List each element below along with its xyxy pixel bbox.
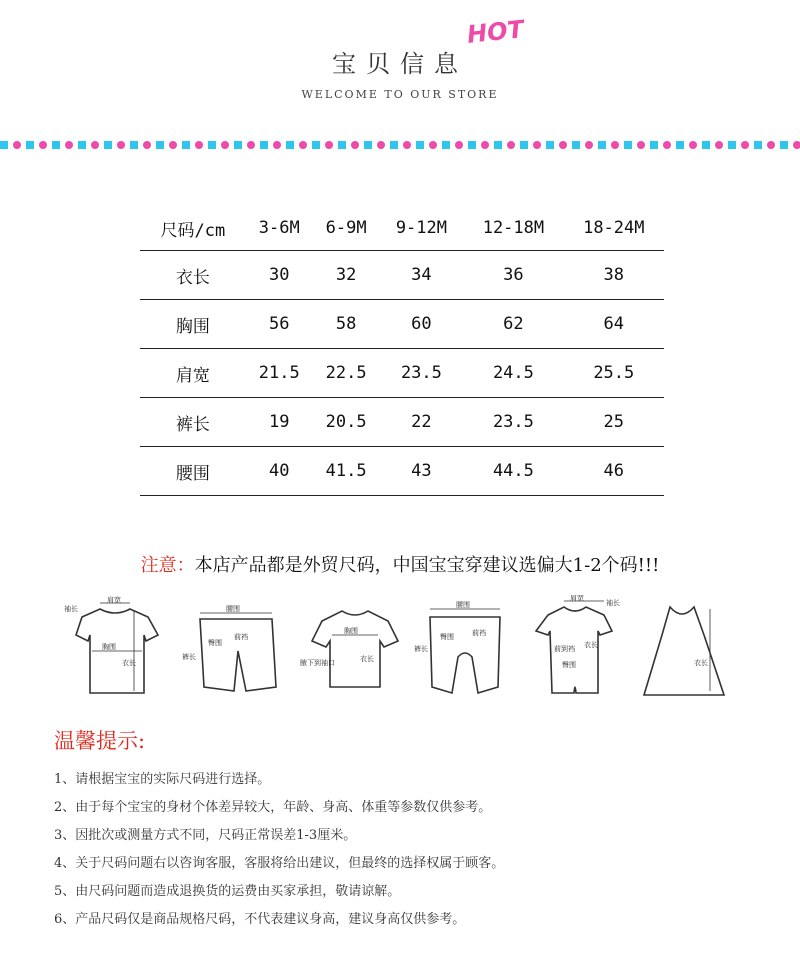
- divider-dot: [715, 141, 723, 149]
- tshirt-sleeve-label: 袖长: [64, 605, 78, 613]
- dress-diagram: [644, 607, 724, 695]
- divider-dot: [598, 141, 606, 149]
- table-cell: 22.5: [313, 349, 380, 398]
- divider-dot: [637, 141, 645, 149]
- tshirt-diagram: [64, 595, 158, 693]
- table-cell: 22: [380, 398, 464, 447]
- column-header: 尺码/cm: [140, 206, 246, 251]
- table-cell: 19: [246, 398, 313, 447]
- divider-dot: [650, 141, 658, 149]
- table-cell: 60: [380, 300, 464, 349]
- divider-dot: [130, 141, 138, 149]
- dotted-divider: [0, 140, 800, 150]
- divider-dot: [195, 141, 203, 149]
- list-item: 6、产品尺码仅是商品规格尺码，不代表建议身高，建议身高仅供参考。: [54, 912, 466, 927]
- list-item: 2、由于每个宝宝的身材个体差异较大，年龄、身高、体重等参数仅供参考。: [54, 800, 492, 815]
- divider-dot: [299, 141, 307, 149]
- table-cell: 40: [246, 447, 313, 496]
- pants-hip-label: 臀围: [440, 633, 454, 641]
- divider-dot: [13, 141, 21, 149]
- divider-dot: [364, 141, 372, 149]
- divider-dot: [403, 141, 411, 149]
- list-item: 5、由尺码问题而造成退换货的运费由买家承担，敬请谅解。: [54, 884, 401, 899]
- size-notice: [0, 551, 800, 577]
- table-cell: 24.5: [463, 349, 563, 398]
- table-cell: 23.5: [380, 349, 464, 398]
- divider-dot: [728, 141, 736, 149]
- divider-dot: [169, 141, 177, 149]
- divider-dot: [286, 141, 294, 149]
- divider-dot: [780, 141, 788, 149]
- divider-dot: [273, 141, 281, 149]
- divider-dot: [52, 141, 60, 149]
- divider-dot: [234, 141, 242, 149]
- page-title: 宝贝信息: [332, 50, 468, 78]
- page-subtitle: WELCOME TO OUR STORE: [301, 88, 499, 101]
- divider-dot: [91, 141, 99, 149]
- notice-lead: 注意：: [140, 555, 195, 576]
- romper-shoulder-label: 肩宽: [570, 595, 584, 602]
- table-cell: 62: [463, 300, 563, 349]
- shorts-hip-label: 臀围: [208, 639, 222, 647]
- column-header: 18-24M: [564, 206, 664, 251]
- divider-dot: [429, 141, 437, 149]
- divider-dot: [455, 141, 463, 149]
- divider-dot: [351, 141, 359, 149]
- list-item: 1、请根据宝宝的实际尺码进行选择。: [54, 772, 271, 787]
- table-cell: 64: [564, 300, 664, 349]
- divider-dot: [507, 141, 515, 149]
- divider-dot: [65, 141, 73, 149]
- list-item: 3、因批次或测量方式不同，尺码正常误差1-3厘米。: [54, 828, 357, 843]
- row-label: 肩宽: [140, 349, 246, 398]
- divider-dot: [377, 141, 385, 149]
- divider-dot: [325, 141, 333, 149]
- divider-dot: [754, 141, 762, 149]
- table-cell: 20.5: [313, 398, 380, 447]
- raglan-underarm-label: 腋下到袖口: [300, 659, 335, 667]
- table-cell: 56: [246, 300, 313, 349]
- raglan-length-label: 衣长: [360, 655, 374, 663]
- tips-list: [54, 766, 504, 934]
- divider-dot: [416, 141, 424, 149]
- table-cell: 44.5: [463, 447, 563, 496]
- table-cell: 30: [246, 251, 313, 300]
- table-cell: 21.5: [246, 349, 313, 398]
- divider-dot: [702, 141, 710, 149]
- divider-dot: [520, 141, 528, 149]
- divider-dot: [793, 141, 800, 149]
- garment-diagrams: [60, 595, 750, 705]
- shorts-waist-label: 腰围: [226, 605, 240, 613]
- divider-dot: [689, 141, 697, 149]
- romper-diagram: [536, 595, 620, 693]
- table-cell: 25.5: [564, 349, 664, 398]
- row-label: 衣长: [140, 251, 246, 300]
- divider-dot: [741, 141, 749, 149]
- table-cell: 23.5: [463, 398, 563, 447]
- divider-dot: [676, 141, 684, 149]
- column-header: 3-6M: [246, 206, 313, 251]
- column-header: 6-9M: [313, 206, 380, 251]
- divider-dot: [143, 141, 151, 149]
- divider-dot: [312, 141, 320, 149]
- divider-dot: [182, 141, 190, 149]
- pants-length-label: 裤长: [414, 645, 428, 653]
- divider-dot: [117, 141, 125, 149]
- divider-dot: [247, 141, 255, 149]
- table-cell: 32: [313, 251, 380, 300]
- table-cell: 58: [313, 300, 380, 349]
- tshirt-length-label: 衣长: [122, 659, 136, 667]
- divider-dot: [624, 141, 632, 149]
- divider-dot: [663, 141, 671, 149]
- table-cell: 41.5: [313, 447, 380, 496]
- divider-dot: [442, 141, 450, 149]
- tshirt-chest-label: 胸围: [102, 643, 116, 651]
- column-header: 12-18M: [463, 206, 563, 251]
- divider-dot: [572, 141, 580, 149]
- divider-dot: [78, 141, 86, 149]
- row-label: 腰围: [140, 447, 246, 496]
- divider-dot: [208, 141, 216, 149]
- shorts-rise-label: 前裆: [234, 633, 248, 641]
- table-cell: 25: [564, 398, 664, 447]
- table-cell: 38: [564, 251, 664, 300]
- table-row: [140, 447, 664, 496]
- shorts-length-label: 裤长: [182, 653, 196, 661]
- tshirt-shoulder-label: 肩宽: [107, 596, 121, 604]
- divider-dot: [338, 141, 346, 149]
- divider-dot: [481, 141, 489, 149]
- divider-dot: [104, 141, 112, 149]
- divider-dot: [156, 141, 164, 149]
- divider-dot: [559, 141, 567, 149]
- shorts-diagram: [182, 604, 276, 691]
- table-cell: 43: [380, 447, 464, 496]
- table-row: [140, 398, 664, 447]
- divider-dot: [767, 141, 775, 149]
- romper-length-label: 衣长: [584, 641, 598, 649]
- divider-dot: [546, 141, 554, 149]
- divider-dot: [260, 141, 268, 149]
- list-item: 4、关于尺码问题右以咨询客服，客服将给出建议，但最终的选择权属于顾客。: [54, 856, 505, 871]
- tips-title: 温馨提示:: [54, 729, 146, 753]
- pants-rise-label: 前裆: [472, 629, 486, 637]
- table-row: [140, 349, 664, 398]
- romper-hip-label: 臀围: [562, 661, 576, 669]
- row-label: 胸围: [140, 300, 246, 349]
- divider-dot: [390, 141, 398, 149]
- divider-dot: [39, 141, 47, 149]
- divider-dot: [585, 141, 593, 149]
- raglan-diagram: [300, 611, 398, 687]
- divider-dot: [26, 141, 34, 149]
- divider-dot: [494, 141, 502, 149]
- row-label: 裤长: [140, 398, 246, 447]
- romper-sleeve-label: 袖长: [606, 599, 620, 607]
- dress-length-label: 衣长: [694, 659, 708, 667]
- table-row: [140, 251, 664, 300]
- divider-dot: [221, 141, 229, 149]
- table-cell: 36: [463, 251, 563, 300]
- column-header: 9-12M: [380, 206, 464, 251]
- pants-waist-label: 腰围: [456, 601, 470, 609]
- size-table: [140, 206, 664, 496]
- size-table-header: [140, 206, 664, 251]
- divider-dot: [533, 141, 541, 149]
- table-cell: 46: [564, 447, 664, 496]
- romper-front-label: 前到裆: [554, 645, 575, 653]
- divider-dot: [468, 141, 476, 149]
- divider-dot: [611, 141, 619, 149]
- notice-text: 本店产品都是外贸尺码，中国宝宝穿建议选偏大1-2个码!!!: [194, 555, 660, 576]
- table-cell: 34: [380, 251, 464, 300]
- pants-diagram: [414, 600, 500, 693]
- raglan-chest-label: 胸围: [344, 627, 358, 635]
- divider-dot: [0, 141, 8, 149]
- hot-badge: HOT: [465, 15, 526, 49]
- table-row: [140, 300, 664, 349]
